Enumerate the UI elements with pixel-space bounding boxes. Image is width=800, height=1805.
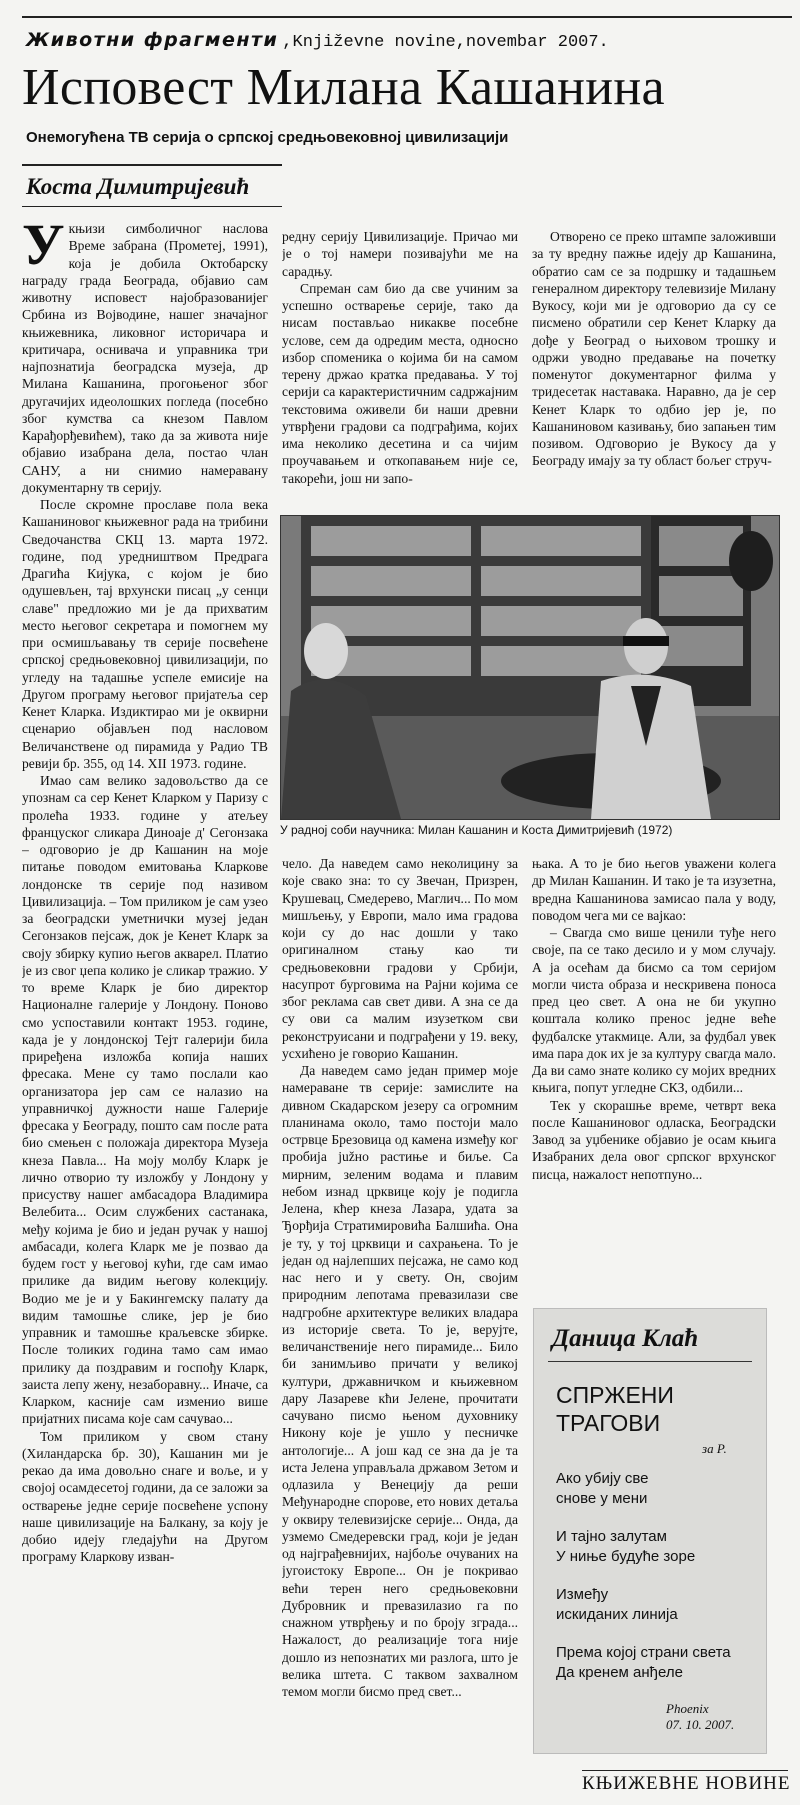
- poem-signature: [666, 1701, 756, 1733]
- poem-line: Ако убију све: [556, 1470, 649, 1487]
- article-column-3: [532, 228, 776, 496]
- author-rule-top: [22, 164, 282, 166]
- source-label: ,Književne novine,novembar 2007.: [282, 33, 609, 52]
- paragraph: чело. Да наведем само неколицину за које свако зна: то су Звечан, Призрен, Крушевац, Смедерево, Маглич... По мом мишљењу, у Европи, мало има градова који су до нас дошли у тако оригиналном стању као ти средњовековни градови у Србији, насупрот бурговима на Рајни којима се због реклама сав свет диви. А зна се да су ови са малим изузетком сви реконструисани и подграђени у 19. веку, усхићено је говорио Кашанин.: [282, 856, 518, 1061]
- paragraph: њака. А то је био његов уважени колега др Милан Кашанин. И тако је та изузетна, вредна Кашанинова замисао пала у воду, поводом чега ми се вајкао:: [532, 856, 776, 923]
- poem-title-line: СПРЖЕНИ: [556, 1382, 674, 1408]
- paragraph: редну серију Цивилизације. Причао ми је о тој намери позивајући ме на сарадњу.: [282, 229, 518, 279]
- rubric-label: Животни фрагменти: [26, 29, 279, 51]
- article-column-2: [282, 228, 518, 496]
- author-rule-bottom: [22, 206, 282, 207]
- subtitle: Онемогућена ТВ серија о српској средњовековној цивилизацији: [26, 129, 509, 146]
- photo-illustration: [281, 516, 779, 819]
- poet-name: Даница Клаћ: [552, 1325, 699, 1352]
- article-photo: [280, 515, 780, 820]
- signature-date: 07. 10. 2007.: [666, 1717, 735, 1732]
- paragraph: Да наведем само један пример моје намераване тв серије: замислите на дивном Скадарском језеру са огромним планинама около, тамо постоји мало острвце Брезовица од камена између ког пробија južно растиње и биље. Са мирним, зеленим водама и плавим небом изнад црквице коју је подигла Јелена, кћер кнеза Лазара, удата за Ђорђија Стратимировића Балшића. Она је ту, у тој црквици и сахрањена. То је један од најлепших пејсажа, не само код нас него и у свету. Он, својим природним лепотама превазилази све надгробне архитектуре великих владара из историје света. То је, верујте, величанственије него пирамиде... Било би занимљиво причати у великој култури, државничком и књижевном дару Лазареве кћи Јелене, прочитати сачувано писмо њеном духовнику Никону које је ушло у песничке антологије... А још кад се зна да је та иста Јелена управљала државом Зетом и одлазила у Венецију да реши Међународне спорове, ето нових детаља у оквиру телевизијске серије... Онда, да узмемо Смедеревски град, који је један од најграђевнијих, најбоље очуваних на југоистоку Европе... Он је покривао већи терен него средњовековни Дубровник и превазилазио га по снажном утврђењу и по броју зграда... Нажалост, до реализације тога није дошло из непознатих ми разлога, што је велика штета. С таквом захвалном темом могли бисмо пред свет...: [282, 1063, 518, 1699]
- photo-caption: У радној соби научника: Милан Кашанин и Коста Димитријевић (1972): [280, 823, 673, 837]
- footer-masthead: КЊИЖЕВНЕ НОВИНЕ: [582, 1773, 791, 1794]
- poem-stanza: [556, 1643, 756, 1683]
- poem-line: Према којој страни света: [556, 1644, 731, 1661]
- poem-line: И тајно залутам: [556, 1528, 667, 1545]
- poem-stanza: [556, 1527, 756, 1567]
- paragraph: Спреман сам био да све учиним за успешно остварење серије, тако да нисам постављао никакве посебне услове, сем да одредим места, односно избор споменика о којима би на самом терену држао кратка предавања. У тој серији са карактеристичним садржајним текстовима оживели би наши древни утврђени градови са подграђима, којих има неколико десетина и са чијим проучавањем и откопавањем није се, такорећи, још ни запо-: [282, 280, 518, 486]
- paragraph: После скромне прославе пола века Кашаниновог књижевног рада на трибини Сведочанства СКЦ 13. марта 1972. године, под уредништвом Предрага Драгића Кијука, с којом је био одушевљен, тај врхунски писац „у сенци славе" предложио ми је да прихватим место његовог секретара и помогнем му при осмишљавању тв серије посвећене српској средњовековној цивилизацији, по угледу на тадашње успеле емисије на Другом програму његовог пријатеља сер Кенет Кларка. Издиктирао ми је оквирни сценарио објављен под насловом Величанствене од пирамида у Радио ТВ ревији бр. 355, од 14. XII 1973. године.: [22, 497, 268, 771]
- poem-line: Да кренем анђеле: [556, 1664, 683, 1681]
- signature-name: Phoenix: [666, 1701, 709, 1716]
- paragraph: – Свагда смо више ценили туђе него своје, па се тако десило и у мом случају. А ја осећам да бисмо са том серијом могли чиста образа и нескривена поноса пред цео свет. А она не би укупно коштала колико пренос једне веће фудбалске утакмице. Али, за фудбал увек има пара док их је за културу свагда мало. Да ви само знате колико су мојих вредних књига, попут угледне СКЗ, одбили...: [532, 925, 776, 1096]
- top-rule: [22, 16, 792, 18]
- poem-line: снове у мени: [556, 1490, 648, 1507]
- paragraph: Укњизи симболичног наслова Време забрана (Прометеј, 1991), која је добила Октобарску награду града Београда, објавио сам животну исповест најобразованијег Србина из Војводине, нашег значајног књижевника, ликовног историчара и критичара, оснивача и управника три најпознатија београдска музеја, др Милана Кашанина, прогоњеног због другачијих идеолошких погледа (посебно због кумства са кнезом Павлом Карађорђевићем), тако да за живота није објавио изабрана дела, постао члан САНУ, а ни снимио намеравану документарну тв серију.: [22, 220, 268, 495]
- article-column-1: [22, 220, 268, 1760]
- poem-title-line: ТРАГОВИ: [556, 1410, 661, 1436]
- paragraph: Тек у скорашње време, четврт века после Кашаниновог одласка, Београдски Завод за уџбенике објавио је осам књига Изабраних дела овог српског врхунског писца, нажалост непотпуно...: [532, 1097, 776, 1182]
- headline: Исповест Милана Кашанина: [22, 59, 665, 116]
- poem-stanza: [556, 1585, 756, 1625]
- poem-line: Између: [556, 1586, 609, 1603]
- poem-line: искиданих линија: [556, 1606, 678, 1623]
- paragraph: Отворено се преко штампе заложивши за ту вредну пажње идеју др Кашанина, обратио сам се за подршку и тадашњем генералном директору телевизије Милану Вукосу, који ми је одговорио да су се писмено обратили сер Кенет Кларку да дође у Београд о њиховом трошку и одржи уводно предавање на почетку поменутог документарног филма у тридесетак наставака. Наравно, да је сер Кенет Кларк то одбио јер је, по Кашаниновом казивању, био запањен тим позивом. Одговорио је Вукосу да у Београду имају за ту област бољег струч-: [532, 229, 776, 469]
- poem-dedication: за Р.: [702, 1441, 727, 1456]
- poem-title: [556, 1381, 756, 1437]
- article-column-5: [532, 855, 776, 1300]
- article-column-4: [282, 855, 518, 1769]
- rubric-line: [26, 27, 726, 53]
- paragraph: Том приликом у свом стану (Хиландарска бр. 30), Кашанин ми је рекао да има довољно снаге и воље, и у својој осамдесетој години, да се заложи за остварење једне серије посвећене успону наше цивилизације на Балкану, за коју је добио идеју гледајући на Другом програму Кларкову изван-: [22, 1428, 268, 1565]
- poem-line: У ниње будуће зоре: [556, 1548, 696, 1565]
- author-name: Коста Димитријевић: [26, 174, 250, 199]
- paragraph: Имао сам велико задовољство да се упознам са сер Кенет Кларком у Паризу с пролећа 1933. године у атељеу француског сликара Диноаје д' Сегонзака – одговорио је др Кашанин на моје питање поводом емитовања Кларкове лондонске тв серије под називом Цивилизација. – Том приликом је сам узео за београдски уметнички музеј један Сегонзаков пејсаж, док је Кенет Кларк за своју збирку купио његов акварел. Платио је из свог џепа колико је сликар тражио. У то време Кларк је био директор Националне галерије у Лондону. Поново смо успоставили контакт 1953. године, када је у лондонској Тејт галерији била приређена изложба копија наших фресака. Мене су тамо послали као организатора јер сам се налазио на управничкој дужности наше Галерије фресака у Београду, пошто сам после рата био смењен с положаја директора Музеја кнеза Павла... На моју молбу Кларк је лично отворио ту изложбу у Лондону у присуству нашег амбасадора Владимира Велебита... Осим службених састанака, међу којима је био и један ручак у нашој амбасади, колега Кларк ме је позвао да будем гост у његовој кући, где сам имао прилике да видим његову колекцију. Водио ме је и у Бакингемску палату да видим тамошње слике, јер је био управник и тамошње краљевске збирке. После толиких година тамо сам имао прилику да поздравим и госпођу Кларк, заиста лепу жену, незаборавну... Иначе, са Кларком, касније сам изменио више пријатних писама које сам сачувао...: [22, 773, 268, 1427]
- drop-cap: У: [22, 220, 65, 277]
- poem-rule: [548, 1361, 752, 1362]
- poem-box: [533, 1308, 767, 1754]
- footer-rule: [582, 1770, 788, 1771]
- poem-stanza: [556, 1469, 756, 1509]
